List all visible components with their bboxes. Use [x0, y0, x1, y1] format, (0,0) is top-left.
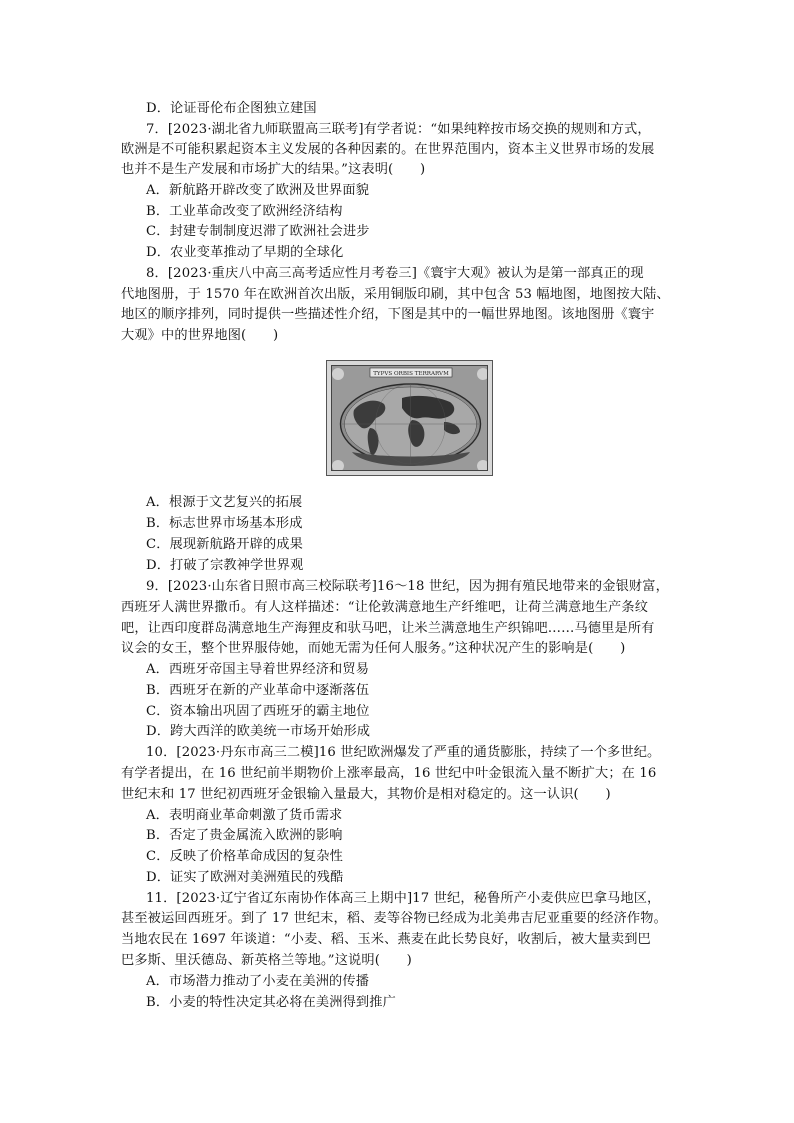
question-text-line: 世纪末和 17 世纪初西班牙金银输入量最大，其物价是相对稳定的。这一认识( ) [121, 787, 611, 802]
question-text-line: 地区的顺序排列，同时提供一些描述性介绍，下图是其中的一幅世界地图。该地图册《寰宇 [121, 307, 655, 322]
answer-option: D．证实了欧洲对美洲殖民的残酷 [146, 870, 344, 885]
world-map-icon [332, 366, 488, 471]
question-text-line: 8．[2023·重庆八中高三高考适应性月考卷三]《寰宇大观》被认为是第一部真正的现 [146, 266, 644, 281]
question-text-line: 也并不是生产发展和市场扩大的结果。”这表明( ) [121, 162, 426, 177]
answer-option: B．标志世界市场基本形成 [146, 516, 303, 531]
answer-option: A．新航路开辟改变了欧洲及世界面貌 [146, 183, 370, 198]
question-text-line: 9．[2023·山东省日照市高三校际联考]16～18 世纪，因为拥有殖民地带来的金银财富， [146, 579, 669, 594]
answer-option: B．西班牙在新的产业革命中逐渐落伍 [146, 683, 370, 698]
answer-option: D．论证哥伦布企图独立建国 [146, 101, 317, 116]
answer-option: D．跨大西洋的欧美统一市场开始形成 [146, 724, 371, 739]
answer-option: D．打破了宗教神学世界观 [146, 558, 304, 573]
question-text-line: 欧洲是不可能积累起资本主义发展的各种因素的。在世界范围内，资本主义世界市场的发展 [121, 142, 655, 157]
question-text-line: 11．[2023·辽宁省辽东南协作体高三上期中]17 世纪，秘鲁所产小麦供应巴拿马地区， [146, 891, 661, 906]
question-text-line: 巴多斯、里沃德岛、新英格兰等地。”这说明( ) [121, 953, 412, 968]
answer-option: B．否定了贵金属流入欧洲的影响 [146, 828, 343, 843]
world-map-image [326, 360, 493, 476]
map-title-text: TYPVS ORBIS TERRARVM [373, 371, 449, 377]
answer-option: B．工业革命改变了欧洲经济结构 [146, 204, 343, 219]
question-text-line: 议会的女王，整个世界服侍她，而她无需为任何人服务。”这种状况产生的影响是( ) [121, 641, 626, 656]
question-text-line: 当地农民在 1697 年谈道：“小麦、稻、玉米、燕麦在此长势良好，收割后，被大量卖到巴 [121, 932, 651, 947]
answer-option: A．根源于文艺复兴的拓展 [146, 495, 303, 510]
answer-option: C．展现新航路开辟的成果 [146, 537, 303, 552]
answer-option: C．封建专制制度迟滞了欧洲社会进步 [146, 224, 370, 239]
question-text-line: 7．[2023·湖北省九师联盟高三联考]有学者说：“如果纯粹按市场交换的规则和方式， [146, 122, 651, 137]
question-text-line: 有学者提出，在 16 世纪前半期物价上涨率最高，16 世纪中叶金银流入量不断扩大；在 16 [121, 766, 657, 781]
answer-option: C．资本输出巩固了西班牙的霸主地位 [146, 704, 370, 719]
question-text-line: 大观》中的世界地图( ) [121, 328, 279, 343]
answer-option: C．反映了价格革命成因的复杂性 [146, 849, 343, 864]
answer-option: A．表明商业革命刺激了货币需求 [146, 808, 343, 823]
question-text-line: 甚至被运回西班牙。到了 17 世纪末，稻、麦等谷物已经成为北美弗吉尼亚重要的经济作物。 [121, 911, 667, 926]
answer-option: A．西班牙帝国主导着世界经济和贸易 [146, 662, 370, 677]
answer-option: B．小麦的特性决定其必将在美洲得到推广 [146, 995, 396, 1010]
world-map-frame [331, 365, 488, 471]
answer-option: A．市场潜力推动了小麦在美洲的传播 [146, 974, 370, 989]
answer-option: D．农业变革推动了早期的全球化 [146, 245, 344, 260]
question-text-line: 代地图册，于 1570 年在欧洲首次出版，采用铜版印刷，其中包含 53 幅地图，地图按大陆、 [121, 287, 670, 302]
question-text-line: 西班牙人满世界撒币。有人这样描述：“让伦敦满意地生产纤维吧，让荷兰满意地生产条纹 [121, 600, 649, 615]
question-text-line: 吧，让西印度群岛满意地生产海狸皮和驮马吧，让米兰满意地生产织锦吧……马德里是所有 [121, 621, 655, 636]
question-text-line: 10．[2023·丹东市高三二模]16 世纪欧洲爆发了严重的通货膨胀，持续了一个多世纪。 [146, 745, 661, 760]
